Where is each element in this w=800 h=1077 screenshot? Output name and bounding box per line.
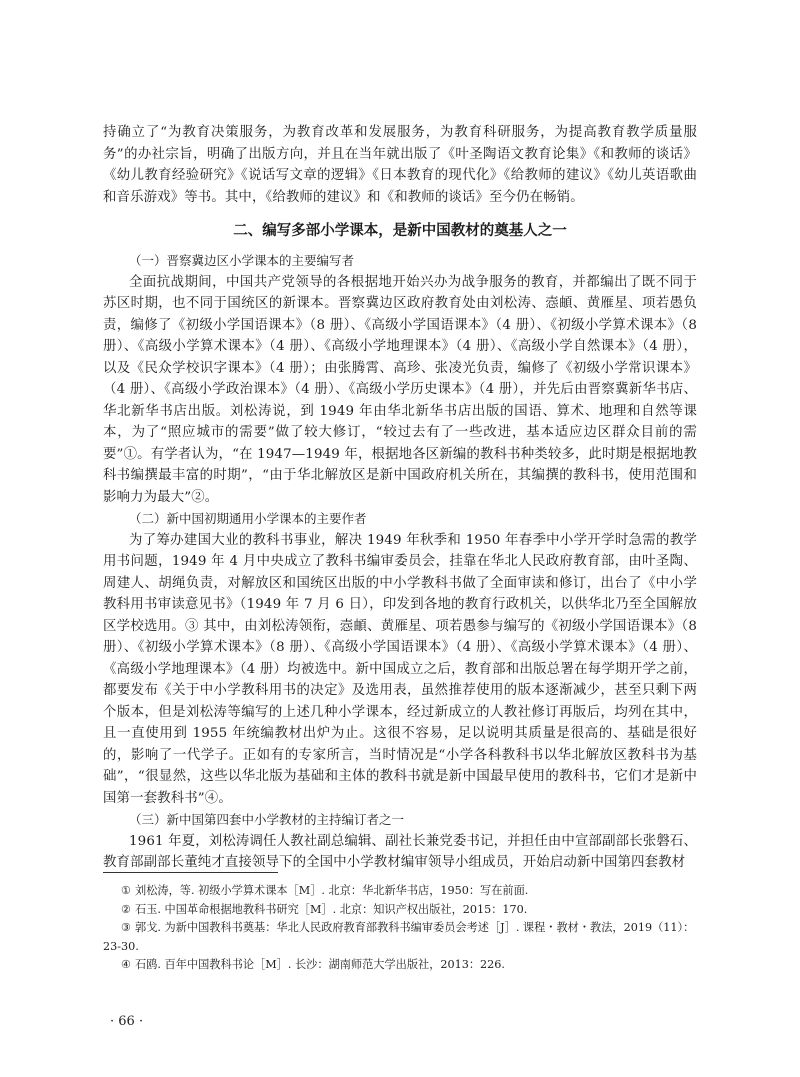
footnote-marker: ② bbox=[121, 902, 132, 916]
footnote-item bbox=[103, 956, 697, 975]
footnote-item bbox=[103, 919, 697, 956]
paragraph-intro: 持确立了“为教育决策服务，为教育改革和发展服务，为教育科研服务，为提高教育教学质量服务”的办社宗旨，明确了出版方向，并且在当年就出版了《叶圣陶语文教育论集》《和教师的谈话》《幼儿教育经验研究》《说话写文章的逻辑》《日本教育的现代化》《给教师的建议》《幼儿英语歌曲和音乐游戏》等书。其中，《给教师的建议》和《和教师的谈话》至今仍在畅销。 bbox=[103, 125, 697, 205]
paragraph-early-textbooks: 为了筹办建国大业的教科书事业，解决 1949 年秋季和 1950 年春季中小学开学时急需的教学用书问题，1949 年 4 月中央成立了教科书编审委员会，挂靠在华北人民政府教育部，由叶圣陶、周建人、胡绳负责，对解放区和国统区出版的中小学教科书做了全面审读和修订，出台了《中小学教科用书审读意见书》（1949 年 7 月 6 日），印发到各地的教育行政机关，以供华北乃至全国解放区学校选用。③ 其中，由刘松涛领衔，悫頔、黄雁星、项若愚参与编写的《初级小学国语课本》（8 册）、《初级小学算术课本》（8 册）、《高级小学国语课本》（4 册）、《高级小学算术课本》（4 册）、《高级小学地理课本》（4 册）均被选中。新中国成立之后，教育部和出版总署在每学期开学之前，都要发布《关于中小学教科用书的决定》及选用表，虽然推荐使用的版本逐渐减少，甚至只剩下两个版本，但是刘松涛等编写的上述几种小学课本，经过新成立的人教社修订再版后，均列在其中，且一直使用到 1955 年统编教材出炉为止。这很不容易，足以说明其质量是很高的、基础是很好的，影响了一代学子。正如有的专家所言，当时情况是“小学各科教科书以华北解放区教科书为基础”，“很显然，这些以华北版为基础和主体的教科书就是新中国最早使用的教科书，它们才是新中国第一套教科书”④。 bbox=[103, 532, 697, 806]
footnote-text: 刘松涛，等. 初级小学算术课本［M］. 北京：华北新华书店，1950：写在前面. bbox=[135, 884, 529, 897]
footnote-text: 郭戈. 为新中国教科书奠基：华北人民政府教育部教科书编审委员会考述［J］. 课程・教材・教法，2019（11）：23-30. bbox=[103, 921, 695, 953]
footnote-divider bbox=[103, 872, 278, 873]
footnote-marker: ④ bbox=[121, 958, 132, 971]
main-content bbox=[103, 122, 697, 874]
subsection-title-3: （三）新中国第四套中小学教材的主持编订者之一 bbox=[129, 812, 405, 827]
footnote-text: 石玉. 中国革命根据地教科书研究［M］. 北京：知识产权出版社，2015：170. bbox=[135, 902, 528, 916]
footnote-text: 石鸥. 百年中国教科书论［M］. 长沙：湖南师范大学出版社，2013：226. bbox=[135, 958, 505, 971]
footnote-item bbox=[103, 901, 697, 920]
page-number: · 66 · bbox=[110, 1014, 144, 1029]
subsection-title-2: （二）新中国初期通用小学课本的主要作者 bbox=[129, 511, 367, 526]
footnote-marker: ③ bbox=[121, 921, 132, 934]
subsection-title-1: （一）晋察冀边区小学课本的主要编写者 bbox=[129, 253, 355, 268]
paragraph-jinchaji: 全面抗战期间，中国共产党领导的各根据地开始兴办为战争服务的教育，并都编出了既不同于苏区时期，也不同于国统区的新课本。晋察冀边区政府教育处由刘松涛、悫頔、黄雁星、项若愚负责，编修了《初级小学国语课本》（8 册）、《高级小学国语课本》（4 册）、《初级小学算术课本》（8 册）、《高级小学算术课本》（4 册）、《高级小学地理课本》（4 册）、《高级小学自然课本》（4 册），以及《民众学校识字课本》（4 册）；由张腾霄、高珍、张凌光负责，编修了《初级小学常识课本》（4 册）、《高级小学政治课本》（4 册）、《高级小学历史课本》（4 册），并先后由晋察冀新华书店、华北新华书店出版。刘松涛说，到 1949 年由华北新华书店出版的国语、算术、地理和自然等课本，为了“照应城市的需要”做了较大修订，“较过去有了一些改进，基本适应边区群众目前的需要”①。有学者认为，“在 1947—1949 年，根据地各区新编的教科书种类较多，此时期是根据地教科书编撰最丰富的时期”，“由于华北解放区是新中国政府机关所在，其编撰的教科书，使用范围和影响力为最大”②。 bbox=[103, 274, 697, 505]
footnotes bbox=[103, 882, 697, 975]
paragraph-fourth-set: 1961 年夏，刘松涛调任人教社副总编辑、副社长兼党委书记，并担任由中宣部副部长张磐石、教育部副部长董纯才直接领导下的全国中小学教材编审领导小组成员，开始启动新中国第四套教材 bbox=[103, 833, 697, 870]
section-title: 二、编写多部小学课本，是新中国教材的奠基人之一 bbox=[233, 223, 567, 239]
footnote-item bbox=[103, 882, 697, 901]
footnote-marker: ① bbox=[121, 884, 132, 897]
